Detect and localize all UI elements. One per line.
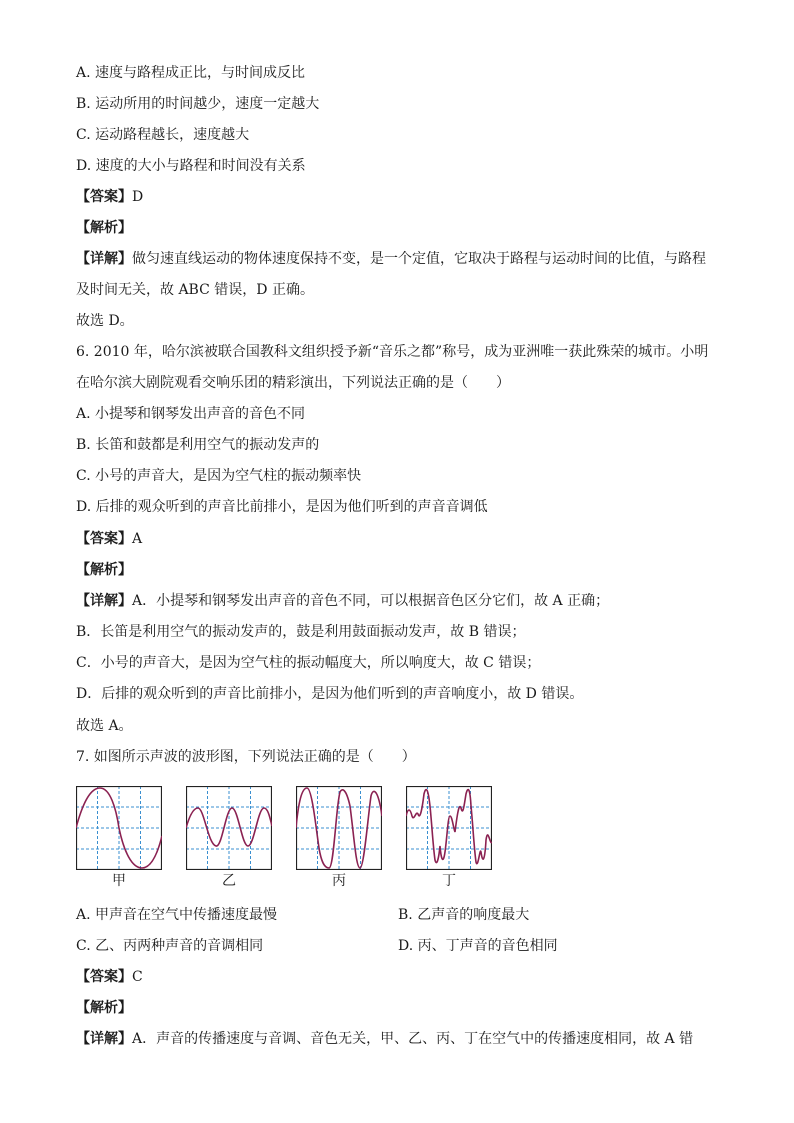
q5-detail-1	[76, 250, 706, 268]
q6-answer	[76, 530, 142, 548]
waveform-ding	[406, 786, 492, 870]
q5-conclusion: 故选 D。	[76, 313, 134, 329]
detail-text: A．声音的传播速度与音调、音色无关，甲、乙、丙、丁在空气中的传播速度相同，故 A 错	[132, 1031, 694, 1047]
q6-detail-c: C．小号的声音大，是因为空气柱的振动幅度大，所以响度大，故 C 错误；	[76, 655, 541, 671]
q5-option-c: C. 运动路程越长，速度越大	[76, 127, 250, 143]
q5-option-b: B. 运动所用的时间越少，速度一定越大	[76, 96, 320, 112]
figure-label-ding: 丁	[442, 873, 456, 889]
analysis-tag: 【解析】	[76, 562, 132, 578]
q6-detail-d: D．后排的观众听到的声音比前排小，是因为他们听到的声音响度小，故 D 错误。	[76, 686, 584, 702]
waveform-jia	[76, 786, 162, 870]
detail-tag: 【详解】	[76, 593, 132, 609]
answer-value: D	[132, 189, 144, 205]
answer-value: C	[132, 969, 143, 985]
q5-option-d: D. 速度的大小与路程和时间没有关系	[76, 158, 306, 174]
figure-label-jia: 甲	[112, 873, 126, 889]
q6-analysis-tag	[76, 561, 132, 579]
q7-option-a: A. 甲声音在空气中传播速度最慢	[76, 907, 278, 923]
detail-text: 做匀速直线运动的物体速度保持不变，是一个定值，它取决于路程与运动时间的比值，与路程	[132, 251, 706, 267]
q7-detail-a	[76, 1030, 693, 1048]
q6-detail-b: B．长笛是利用空气的振动发声的，鼓是利用鼓面振动发声，故 B 错误；	[76, 624, 526, 640]
q6-option-c: C. 小号的声音大，是因为空气柱的振动频率快	[76, 468, 362, 484]
q6-stem-1: 6. 2010 年，哈尔滨被联合国教科文组织授予新“音乐之都”称号，成为亚洲唯一获此殊荣的城市。小明	[76, 344, 709, 360]
q7-analysis-tag	[76, 999, 132, 1017]
answer-value: A	[132, 531, 143, 547]
q5-option-a: A. 速度与路程成正比，与时间成反比	[76, 65, 306, 81]
q6-option-a: A. 小提琴和钢琴发出声音的音色不同	[76, 406, 306, 422]
q5-detail-2: 及时间无关，故 ABC 错误，D 正确。	[76, 282, 314, 298]
analysis-tag: 【解析】	[76, 220, 132, 236]
analysis-tag: 【解析】	[76, 1000, 132, 1016]
answer-tag: 【答案】	[76, 189, 132, 205]
q6-conclusion: 故选 A。	[76, 718, 133, 734]
waveform-grid	[186, 786, 272, 870]
q5-answer	[76, 188, 143, 206]
q7-option-b: B. 乙声音的响度最大	[398, 907, 530, 923]
waveform-yi	[186, 786, 272, 870]
q6-detail-a	[76, 592, 609, 610]
q7-stem: 7. 如图所示声波的波形图，下列说法正确的是（ ）	[76, 749, 416, 765]
waveform-bing	[296, 786, 382, 870]
detail-tag: 【详解】	[76, 1031, 132, 1047]
q6-option-b: B. 长笛和鼓都是利用空气的振动发声的	[76, 437, 320, 453]
q5-analysis-tag	[76, 219, 132, 237]
figure-label-yi: 乙	[222, 873, 236, 889]
q7-answer	[76, 968, 143, 986]
q7-option-d: D. 丙、丁声音的音色相同	[398, 938, 558, 954]
answer-tag: 【答案】	[76, 531, 132, 547]
answer-tag: 【答案】	[76, 969, 132, 985]
detail-tag: 【详解】	[76, 251, 132, 267]
q7-option-c: C. 乙、丙两种声音的音调相同	[76, 938, 264, 954]
figure-label-bing: 丙	[332, 873, 346, 889]
q6-stem-2: 在哈尔滨大剧院观看交响乐团的精彩演出，下列说法正确的是（ ）	[76, 375, 510, 391]
detail-text: A．小提琴和钢琴发出声音的音色不同，可以根据音色区分它们，故 A 正确；	[132, 593, 610, 609]
q6-option-d: D. 后排的观众听到的声音比前排小，是因为他们听到的声音音调低	[76, 499, 488, 515]
